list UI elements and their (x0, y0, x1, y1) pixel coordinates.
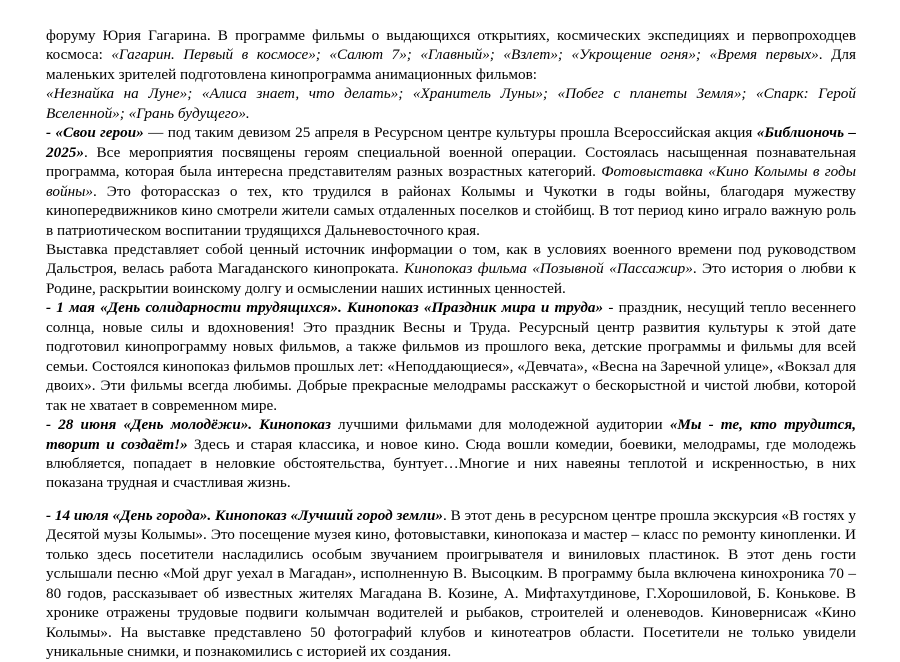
text-run: - 14 июля «День города». Кинопоказ «Лучший город земли» (46, 506, 444, 524)
text-run: Фотовыставка «Кино Колымы в годы войны» (46, 163, 856, 200)
paragraph-vystavka-dalstroy (46, 240, 856, 298)
text-run: . Это фоторассказ о тех, кто трудился в районах Колымы и Чукотки в годы войны, благодаря мужеству кинопередвижников кино смотрели жители самых отдаленных поселков и стойбищ. В тот период кино играло важную роль в патриотическом воспитании трудящихся Дальневосточного края. (46, 182, 856, 239)
text-run: . В этот день в ресурсном центре прошла экскурсия «В гостях у Десятой музы Колымы». Это посещение музея кино, фотовыставки, кинопоказа и мастер – класс по ремонту кинопленки. И только здесь посетители насладились особым звучанием проигрывателя и виниловых пластинок. В этот день гости услышали песню «Мой друг уехал в Магадан», исполненную В. Высоцким. В программу была включена кинохроника 70 – 80 годов, рассказывает об известных жителях Магадана В. Козине, А. Мифтахутдинове, Г.Хорошиловой, Б. Конькове. В хронике отражены трудовые подвиги колымчан водителей и рыбаков, строителей и оленеводов. Киновернисаж «Кино Колымы». На выставке представлено 50 фотографий клубов и кинотеатров области. Посетители не только увидели уникальные снимки, и познакомились с историей их создания. (46, 506, 856, 661)
paragraph-1-may (46, 298, 856, 415)
paragraph-spacer (46, 493, 856, 506)
text-run: - «Свои герои» (46, 124, 149, 142)
text-run: - 1 мая «День солидарности трудящихся». Кинопоказ «Праздник мира и труда» (46, 299, 609, 317)
text-run: Кинопоказ фильма «Позывной «Пассажир» (404, 260, 693, 278)
text-run: Здесь и старая классика, и новое кино. Сюда вошли комедии, боевики, мелодрамы, где молодежь влюбляется, попадает в неловкие обстоятельства, бунтует…Многие и них навеяны теплотой и искренностью, в них показана трудная и счастливая жизнь. (46, 435, 856, 492)
text-run: «Незнайка на Луне»; «Алиса знает, что делать»; «Хранитель Луны»; «Побег с планеты Земля»; «Спарк: Герой Вселенной»; «Грань будущего». (46, 85, 856, 122)
paragraph-gagarin-forum (46, 26, 856, 84)
text-run: . Все мероприятия посвящены героям специальной военной операции. Состоялась насыщенная познавательная программа, которая была интересна представителям разных возрастных категорий. (46, 143, 856, 181)
text-run: . Для маленьких зрителей подготовлена кинопрограмма анимационных фильмов: (46, 46, 856, 83)
text-run: форуму Юрия Гагарина. В программе фильмы о выдающихся открытиях, космических экспедициях и первопроходцев космоса: (46, 27, 856, 64)
text-run: - 28 июня «День молодёжи». Кинопоказ (46, 416, 339, 434)
paragraph-14-july (46, 506, 856, 662)
paragraph-animation-titles (46, 84, 856, 123)
text-run: Выставка представляет собой ценный источник информации о том, как в условиях военного времени под руководством Дальстроя, велась работа Магаданского кинопроката. (46, 240, 856, 278)
text-run: . Это история о любви к Родине, раскрытии воинскому долгу и осмыслении наших истинных ценностей. (46, 260, 856, 297)
text-run: — под таким девизом 25 апреля в Ресурсном центре культуры прошла Всероссийская акция (148, 124, 757, 142)
text-run: «Мы - те, кто трудится, творит и создаёт!» (46, 416, 857, 453)
text-run: лучшими фильмами для молодежной аудитории (338, 416, 670, 434)
paragraph-28-june (46, 415, 856, 493)
document-body (46, 26, 856, 662)
text-run: - праздник, несущий тепло весеннего солнца, новые силы и вдохновения! Это праздник Весны и Труда. Ресурсный центр развития культуры к этой дате подготовил кинопрограмму новых фильмов, а также фильмов из прошлого века, детские программы и фильмы для всей семьи. Состоялся кинопоказ фильмов прошлых лет: «Неподдающиеся», «Девчата», «Весна на Заречной улице», «Вокзал для двоих». Эти фильмы всегда любимы. Добрые прекрасные мелодрамы расскажут о бескорыстной и чистой любви, которой так не хватает в современном мире. (46, 299, 856, 414)
text-run: «Гагарин. Первый в космосе»; «Салют 7»; «Главный»; «Взлет»; «Укрощение огня»; «Время первых» (111, 46, 819, 64)
paragraph-svoi-geroi (46, 123, 856, 240)
text-run: «Библионочь – 2025» (46, 124, 856, 161)
